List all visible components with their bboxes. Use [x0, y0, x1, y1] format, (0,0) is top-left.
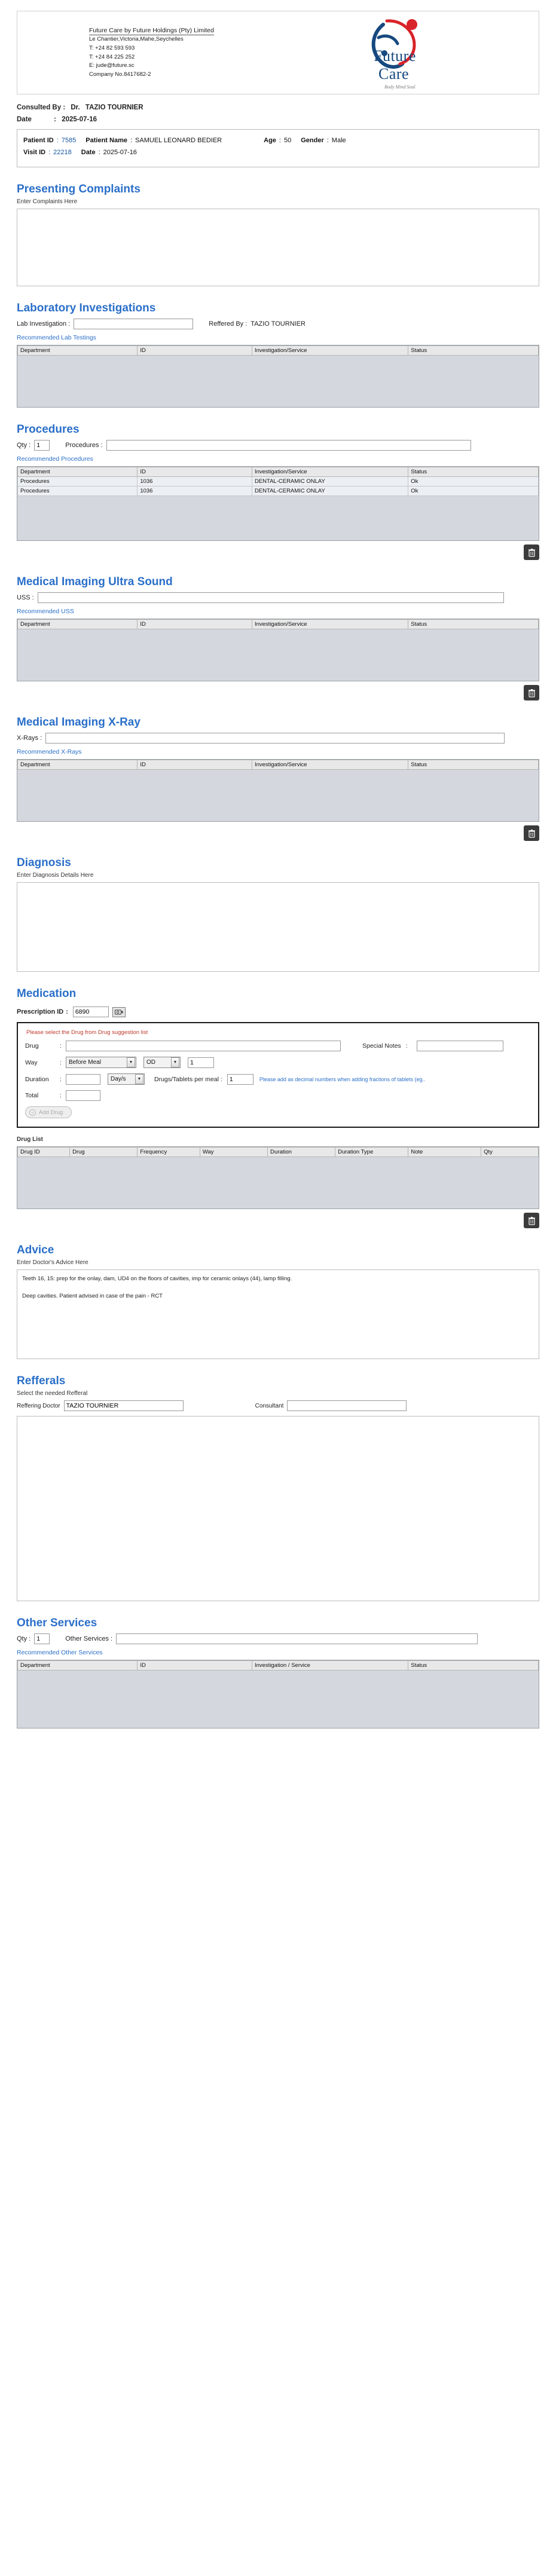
uss-actions [17, 685, 539, 700]
uss-col-id: ID [138, 620, 252, 629]
medication-total-label: Total [25, 1092, 39, 1099]
table-header-row [18, 346, 539, 356]
xray-title: Medical Imaging X-Ray [17, 716, 140, 729]
drug-col-way: Way [200, 1148, 267, 1157]
cell-service: DENTAL-CERAMIC ONLAY [252, 487, 408, 496]
drug-col-note: Note [408, 1148, 481, 1157]
recommended-uss-label: Recommended USS [17, 608, 74, 615]
medication-per-meal-input[interactable] [227, 1074, 253, 1085]
cell-status: Ok [408, 477, 539, 487]
xray-table [17, 759, 539, 822]
table-header-row [18, 467, 539, 477]
diagnosis-title: Diagnosis [17, 856, 71, 869]
proc-col-id: ID [138, 467, 252, 477]
patient-name-label: Patient Name [85, 137, 127, 144]
procedures-qty-label: Qty : [17, 442, 31, 449]
procedures-actions [17, 544, 539, 560]
drug-col-qty: Qty [481, 1148, 539, 1157]
consulted-by-line [17, 104, 539, 111]
presenting-complaints-title: Presenting Complaints [17, 183, 140, 195]
consultation-date-colon: : [54, 116, 56, 123]
table-row[interactable] [18, 487, 539, 496]
table-row[interactable] [18, 477, 539, 487]
drug-list-label: Drug List [17, 1136, 43, 1143]
camera-icon [115, 1009, 123, 1015]
drug-list-empty-area [17, 1157, 539, 1209]
drug-col-duration-type: Duration Type [335, 1148, 408, 1157]
clinic-logo [347, 16, 467, 90]
referrals-hint: Select the needed Refferal [17, 1390, 88, 1397]
lab-col-id: ID [138, 346, 252, 356]
table-header-row [18, 760, 539, 770]
uss-col-service: Investigation/Service [252, 620, 408, 629]
patient-age-colon: : [279, 137, 281, 144]
prescription-id-row [17, 1006, 539, 1017]
presenting-complaints-input[interactable] [17, 209, 539, 286]
other-services-table [17, 1660, 539, 1728]
recommended-xrays-label: Recommended X-Rays [17, 748, 82, 755]
other-services-field-label: Other Services : [65, 1635, 113, 1642]
trash-icon [528, 689, 536, 697]
lab-investigation-label: Lab Investigation : [17, 320, 71, 328]
xray-input[interactable] [45, 733, 505, 744]
plus-icon: + [29, 1109, 36, 1116]
recommended-other-services-label: Recommended Other Services [17, 1649, 103, 1656]
visit-id-value: 22218 [53, 149, 72, 156]
xray-field-label: X-Rays : [17, 735, 42, 742]
medication-duration-input[interactable] [66, 1074, 100, 1085]
referring-doctor-row [17, 1400, 539, 1411]
medication-frequency-select[interactable] [143, 1057, 181, 1068]
visit-date-colon: : [98, 149, 100, 156]
encounter-form-page [0, 11, 556, 1752]
uss-table-empty-area [17, 629, 539, 681]
referring-doctor-label: Reffering Doctor [17, 1402, 60, 1409]
xray-col-status: Status [408, 760, 539, 770]
cell-status: Ok [408, 487, 539, 496]
medication-special-notes-label: Special Notes [362, 1042, 401, 1050]
medication-special-notes-input[interactable] [417, 1041, 503, 1051]
lab-results-table [17, 345, 539, 408]
chevron-down-icon: ▼ [171, 1057, 179, 1067]
uss-field-label: USS : [17, 594, 34, 601]
diagnosis-input[interactable] [17, 882, 539, 972]
advice-title: Advice [17, 1244, 54, 1256]
procedures-row [17, 440, 539, 451]
procedures-field-label: Procedures : [65, 442, 103, 449]
clinic-details [17, 26, 298, 79]
other-services-row [17, 1633, 539, 1644]
letterhead [17, 11, 539, 94]
medication-frequency-value: OD [146, 1059, 155, 1066]
medication-total-row: Total : [25, 1090, 531, 1101]
advice-input[interactable] [17, 1269, 539, 1359]
procedures-table-empty-area [17, 496, 539, 540]
consultation-date-value: 2025-07-16 [62, 116, 97, 123]
delete-drug-button[interactable] [524, 1213, 539, 1228]
drug-col-duration: Duration [268, 1148, 335, 1157]
uss-col-status: Status [408, 620, 539, 629]
logo-word-care: Care [378, 65, 410, 82]
uss-input[interactable] [38, 592, 504, 603]
other-services-input[interactable] [116, 1633, 478, 1644]
xray-table-empty-area [17, 770, 539, 821]
table-header-row [18, 1148, 539, 1157]
lab-col-status: Status [408, 346, 539, 356]
patient-name-value: SAMUEL LEONARD BEDIER [135, 137, 222, 144]
advice-line-2: Deep cavities. Patient advised in case of the pain - RCT [22, 1293, 163, 1300]
consulted-by-colon: : [63, 104, 66, 111]
patient-id-value: 7585 [61, 137, 77, 144]
medication-way-value: Before Meal [69, 1059, 101, 1066]
lab-referred-by-label: Reffered By : [209, 320, 248, 328]
clinic-name: Future Care by Future Holdings (Pty) Limited [89, 27, 214, 35]
referrals-notes-input[interactable] [17, 1416, 539, 1601]
lab-investigations-title: Laboratory Investigations [17, 302, 156, 314]
referring-doctor-input[interactable] [64, 1400, 184, 1411]
proc-col-status: Status [408, 467, 539, 477]
other-services-title: Other Services [17, 1617, 97, 1629]
prescription-id-label: Prescription ID [17, 1008, 64, 1015]
recommended-procedures-label: Recommended Procedures [17, 455, 93, 463]
medication-duration-unit-select[interactable] [108, 1073, 145, 1085]
medication-way-row: Way : Before Meal ▼ OD ▼ 1 [25, 1057, 531, 1068]
consulted-by-doctor: TAZIO TOURNIER [85, 104, 143, 111]
other-col-department: Department [18, 1661, 138, 1671]
drug-col-frequency: Frequency [138, 1148, 200, 1157]
xray-col-id: ID [138, 760, 252, 770]
procedures-title: Procedures [17, 423, 80, 436]
xray-col-service: Investigation/Service [252, 760, 408, 770]
medication-warning: Please select the Drug from Drug suggestion list [26, 1029, 148, 1036]
clinic-phone-1: T: +24 82 593 593 [89, 45, 135, 52]
delete-uss-button[interactable] [524, 685, 539, 700]
medication-duration-label: Duration [25, 1075, 49, 1083]
patient-gender-colon: : [326, 137, 329, 144]
medication-drug-label: Drug [25, 1042, 39, 1050]
table-header-row [18, 620, 539, 629]
cell-id: 1036 [138, 477, 252, 487]
visit-id-label: Visit ID [23, 149, 46, 156]
visit-date-label: Date [81, 149, 96, 156]
cell-id: 1036 [138, 487, 252, 496]
other-services-empty-area [17, 1671, 539, 1728]
medication-way-label: Way [25, 1058, 38, 1066]
trash-icon [528, 829, 536, 838]
advice-hint: Enter Doctor's Advice Here [17, 1259, 88, 1266]
chevron-down-icon: ▼ [127, 1057, 135, 1067]
other-col-status: Status [408, 1661, 539, 1671]
lab-table-empty-area [17, 356, 539, 407]
consultation-date-label: Date [17, 116, 32, 123]
medication-duration-unit-value: Day/s [111, 1076, 126, 1082]
patient-id-label: Patient ID [23, 137, 54, 144]
table-header-row [18, 1661, 539, 1671]
medication-panel [17, 1022, 539, 1128]
patient-age-label: Age [264, 137, 276, 144]
logo-word-future: Future [374, 47, 416, 65]
medication-decimal-note: Please add as decimal numbers when adding fractions of tablets (eg.. [259, 1076, 426, 1082]
diagnosis-value [17, 883, 539, 888]
delete-xray-button[interactable] [524, 825, 539, 841]
patient-id-colon: : [56, 137, 59, 144]
other-col-service: Investigation / Service [252, 1661, 408, 1671]
lab-investigation-input[interactable] [74, 319, 193, 329]
medication-way-qty-input[interactable] [188, 1057, 214, 1068]
medication-way-select[interactable] [66, 1057, 136, 1068]
cell-department: Procedures [18, 487, 138, 496]
patient-gender-value: Male [331, 137, 346, 144]
prescription-camera-button[interactable] [112, 1007, 126, 1017]
logo-tagline: Body Mind Soul [384, 84, 416, 90]
proc-col-service: Investigation/Service [252, 467, 408, 477]
lab-col-department: Department [18, 346, 138, 356]
uss-table [17, 619, 539, 681]
consultation-date-line [17, 116, 539, 123]
consultant-input[interactable] [287, 1400, 407, 1411]
diagnosis-hint: Enter Diagnosis Details Here [17, 872, 94, 879]
medication-drug-row: Drug : Special Notes : [25, 1041, 531, 1051]
recommended-lab-testings-label: Recommended Lab Testings [17, 334, 96, 341]
medication-drug-input[interactable] [66, 1041, 341, 1051]
add-drug-label: Add Drug [39, 1109, 63, 1116]
referrals-notes-value [17, 1417, 539, 1421]
procedures-input[interactable] [106, 440, 471, 451]
referrals-title: Refferals [17, 1375, 66, 1387]
proc-col-department: Department [18, 467, 138, 477]
cell-service: DENTAL-CERAMIC ONLAY [252, 477, 408, 487]
medication-per-meal-label: Drugs/Tablets per meal : [154, 1075, 222, 1083]
lab-investigation-row [17, 319, 539, 329]
trash-icon [528, 1216, 536, 1225]
clinic-address: Le Chantier,Victoria,Mahe,Seychelles [89, 36, 184, 43]
visit-id-colon: : [48, 149, 51, 156]
presenting-complaints-hint: Enter Complaints Here [17, 198, 78, 205]
uss-col-department: Department [18, 620, 138, 629]
procedures-table [17, 466, 539, 541]
consulted-by-prefix: Dr. [71, 104, 80, 111]
lab-col-service: Investigation/Service [252, 346, 408, 356]
drug-list-table [17, 1146, 539, 1209]
xray-actions [17, 825, 539, 841]
uss-row [17, 592, 539, 603]
other-services-qty-label: Qty : [17, 1635, 31, 1642]
patient-name-colon: : [130, 137, 133, 144]
medication-title: Medication [17, 987, 77, 1000]
drug-list-actions [17, 1213, 539, 1228]
other-services-qty-input[interactable] [34, 1633, 50, 1644]
trash-icon [528, 548, 536, 557]
other-col-id: ID [138, 1661, 252, 1671]
add-drug-button[interactable] [25, 1106, 72, 1118]
xray-row [17, 733, 539, 744]
patient-info-box [17, 129, 539, 167]
patient-info-row-1 [23, 137, 533, 144]
procedures-qty-input[interactable] [34, 440, 50, 451]
delete-procedures-button[interactable] [524, 544, 539, 560]
presenting-complaints-value [17, 209, 539, 214]
clinic-email: E: jude@future.sc [89, 62, 135, 69]
patient-gender-label: Gender [301, 137, 324, 144]
visit-date-value: 2025-07-16 [103, 149, 137, 156]
advice-line-1: Teeth 16, 15: prep for the onlay, dam, UD4 on the floors of cavities, imp for ceramic onlays (44), lamp filling. [22, 1275, 292, 1282]
clinic-phone-2: T: +24 84 225 252 [89, 53, 135, 60]
consultant-label: Consultant [255, 1402, 284, 1409]
prescription-id-input[interactable] [73, 1006, 109, 1017]
chevron-down-icon: ▼ [135, 1074, 143, 1084]
prescription-id-colon: : [66, 1008, 68, 1015]
uss-title: Medical Imaging Ultra Sound [17, 576, 173, 588]
consulted-by-label: Consulted By [17, 104, 62, 111]
cell-department: Procedures [18, 477, 138, 487]
drug-col-drug: Drug [70, 1148, 138, 1157]
clinic-company-no: Company No.8417682-2 [89, 71, 151, 78]
lab-referred-by-value: TAZIO TOURNIER [250, 320, 306, 328]
xray-col-department: Department [18, 760, 138, 770]
medication-total-input[interactable] [66, 1090, 100, 1101]
patient-age-value: 50 [283, 137, 292, 144]
drug-col-id: Drug ID [18, 1148, 70, 1157]
patient-info-row-2 [23, 149, 533, 156]
medication-duration-row: Duration : Day/s ▼ Drugs/Tablets per meal : 1 Please add as decimal numbers when adding fractions of tablets (eg.. [25, 1073, 531, 1085]
